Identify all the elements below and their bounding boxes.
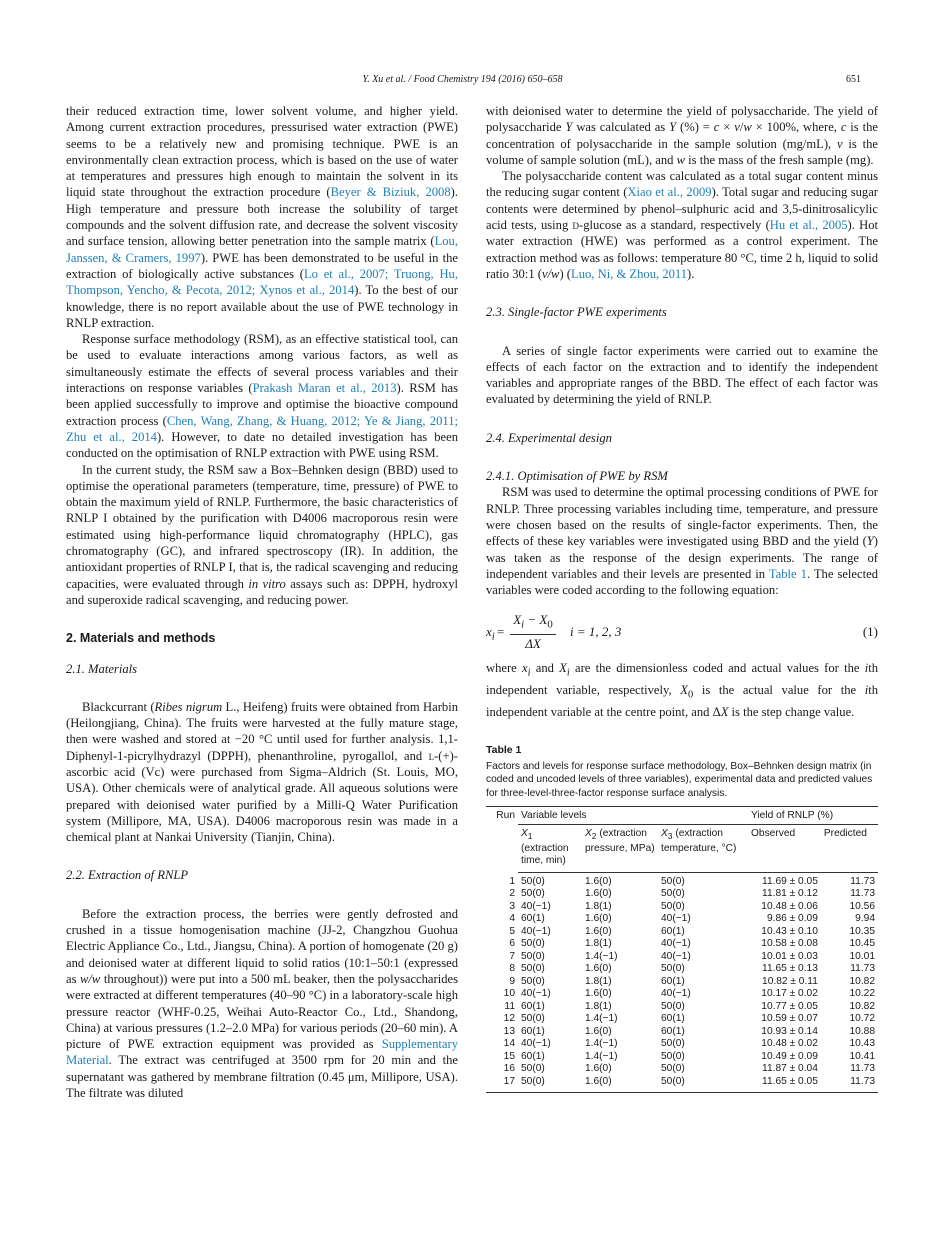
cell-x1: 50(0)	[521, 875, 545, 887]
cell-x3: 40(−1)	[661, 938, 691, 950]
citation-link[interactable]: Lo et al., 2007; Truong, Hu, Thompson, Yencho, & Pecota, 2012; Xynos et al., 2014	[66, 266, 458, 298]
cell-observed: 10.43 ± 0.10	[761, 925, 818, 937]
citation-link[interactable]: Supplementary Material	[66, 1037, 458, 1068]
cell-x2: 1.6(0)	[585, 925, 612, 937]
cell-x3: 50(0)	[661, 888, 685, 900]
cell-observed: 11.65 ± 0.05	[748, 1076, 821, 1093]
cell-predicted: 10.82	[849, 975, 875, 987]
cell-x3: 50(0)	[661, 1063, 685, 1075]
column-header-x3: $X_3$ (extraction temperature, °C)	[658, 825, 748, 873]
cell-predicted: 11.73	[850, 1063, 875, 1075]
table-row	[486, 1026, 878, 1039]
table-row	[486, 1013, 878, 1026]
subsection-heading-optimisation: 2.4.1. Optimisation of PWE by RSM	[486, 469, 668, 484]
cell-x3: 50(0)	[661, 1038, 685, 1050]
cell-x1: 60(1)	[521, 1025, 545, 1037]
cell-x2: 1.6(0)	[585, 1025, 612, 1037]
cell-x1: 40(−1)	[521, 1038, 551, 1050]
cell-observed: 10.49 ± 0.09	[761, 1050, 818, 1062]
table-body	[486, 872, 878, 1093]
table-caption: Factors and levels for response surface methodology, Box–Behnken design matrix (in coded and uncoded levels of three variables), experimental data and predicted values for three-level-three-factor response surface analysis.	[486, 760, 873, 800]
cell-predicted: 10.56	[849, 900, 875, 912]
paragraph-yield-calc: with deionised water to determine the yield of polysaccharide. The yield of polysaccharide Y was calculated as Y (%) = c × v/w × 100%, where, c is the concentration of polysaccharide in the sample solution (mg/mL), v is the volume of sample solution (mL), and w is the mass of the fresh sample (mg).	[486, 104, 878, 167]
cell-x3: 50(0)	[661, 1050, 685, 1062]
cell-x3: 60(1)	[661, 1025, 685, 1037]
cell-predicted: 10.01	[849, 950, 875, 962]
cell-x3: 40(−1)	[661, 988, 691, 1000]
cell-run: 17	[486, 1076, 518, 1093]
cell-x1: 50(0)	[521, 938, 545, 950]
bbd-design-table	[486, 806, 878, 1094]
table-row	[486, 976, 878, 989]
fraction-numerator: $X_i - X_0$	[510, 612, 556, 635]
column-group-variable-levels: Variable levels	[518, 806, 748, 825]
table-row	[486, 951, 878, 964]
cell-x3: 50(0)	[658, 1076, 748, 1093]
cell-predicted: 10.41	[849, 1050, 875, 1062]
cell-observed: 10.59 ± 0.07	[761, 1013, 818, 1025]
right-column	[486, 103, 878, 1093]
cell-x3: 40(−1)	[661, 950, 691, 962]
cell-observed: 10.17 ± 0.02	[761, 988, 818, 1000]
table-row	[486, 913, 878, 926]
cell-x2: 1.6(0)	[585, 875, 612, 887]
cell-predicted: 10.72	[849, 1013, 875, 1025]
table-row	[486, 926, 878, 939]
cell-x3: 40(−1)	[661, 913, 691, 925]
table-row	[486, 1076, 878, 1093]
cell-x3: 50(0)	[661, 875, 685, 887]
cell-x1: 50(0)	[521, 963, 545, 975]
cell-x2: 1.4(−1)	[585, 950, 618, 962]
citation-link[interactable]: Xiao et al., 2009	[627, 185, 712, 200]
cell-x2: 1.4(−1)	[585, 1050, 618, 1062]
equation-lhs: $x_i$	[486, 624, 495, 644]
page-number: 651	[846, 74, 861, 85]
table-row	[486, 872, 878, 888]
column-header-x2: $X_2$ (extraction pressure, MPa)	[582, 825, 658, 873]
citation-link[interactable]: Table 1	[768, 566, 807, 581]
cell-x1: 50(0)	[521, 888, 545, 900]
equation-condition: i = 1, 2, 3	[570, 624, 622, 640]
equals-sign: =	[497, 624, 505, 640]
cell-run: 7	[509, 950, 515, 962]
equation-fraction	[510, 612, 556, 652]
table-row	[486, 963, 878, 976]
cell-x2: 1.6(0)	[585, 913, 612, 925]
citation-link[interactable]: Beyer & Biziuk, 2008	[330, 185, 451, 200]
cell-predicted: 10.35	[849, 925, 875, 937]
subsection-heading-materials: 2.1. Materials	[66, 661, 138, 676]
left-column	[66, 103, 458, 1101]
cell-observed: 10.77 ± 0.05	[761, 1000, 818, 1012]
cell-x1: 50(0)	[521, 975, 545, 987]
cell-run: 14	[503, 1038, 515, 1050]
cell-x2: 1.4(−1)	[585, 1013, 618, 1025]
table-1	[486, 742, 878, 1093]
paragraph-intro-pwe: their reduced extraction time, lower solvent volume, and higher yield. Among current extraction procedures, pressurised water extraction (PWE) seems to be a relatively new and promising technique. PWE is an environmentally clean extraction process, which is based on the use of water at temperatures and pressures high enough to maintain the solvent in its liquid state throughout the extraction procedure (Beyer & Biziuk, 2008). High temperature and pressure both increase the solubility of target compounds and the solvent diffusion rate, and decrease the solvent viscosity and surface tension, allowing better penetration into the sample matrix (Lou, Janssen, & Cramers, 1997). PWE has been demonstrated to be useful in the extraction of biologically active substances (Lo et al., 2007; Truong, Hu, Thompson, Yencho, & Pecota, 2012; Xynos et al., 2014). To the best of our knowledge, there is no report available about the use of PWE technology in RNLP extraction.	[66, 104, 459, 330]
cell-x2: 1.8(1)	[585, 900, 612, 912]
cell-predicted: 10.45	[849, 938, 875, 950]
cell-predicted: 10.88	[849, 1025, 875, 1037]
table-row	[486, 938, 878, 951]
table-row	[486, 988, 878, 1001]
column-header-run: Run	[486, 806, 518, 872]
cell-observed: 11.87 ± 0.04	[762, 1063, 818, 1075]
cell-run: 2	[509, 888, 515, 900]
running-header	[0, 74, 925, 88]
cell-x1: 40(−1)	[521, 925, 551, 937]
table-row	[486, 1038, 878, 1051]
cell-run: 1	[509, 875, 515, 887]
cell-run: 8	[509, 963, 515, 975]
table-row	[486, 1001, 878, 1014]
subsection-heading-single-factor: 2.3. Single-factor PWE experiments	[486, 305, 667, 320]
cell-observed: 10.58 ± 0.08	[761, 938, 818, 950]
cell-x2: 1.4(−1)	[585, 1038, 618, 1050]
cell-run: 4	[509, 913, 515, 925]
fraction-denominator: ΔX	[525, 636, 541, 652]
cell-x3: 50(0)	[661, 963, 685, 975]
equation-number: (1)	[862, 624, 878, 640]
cell-predicted: 11.73	[821, 1076, 878, 1093]
cell-x2: 1.8(1)	[585, 938, 612, 950]
citation-link[interactable]: Chen, Wang, Zhang, & Huang, 2012; Ye & Jiang, 2011; Zhu et al., 2014	[66, 413, 458, 444]
paragraph-equation-definitions: where $x_i$ and $X_i$ are the dimensionless coded and actual values for the ith independent variable, respectively, $X_0$ is the actual value for the ith independent variable at the centre point, and ΔX is the step change value.	[486, 661, 879, 720]
cell-predicted: 11.73	[850, 888, 875, 900]
cell-x3: 60(1)	[661, 1013, 685, 1025]
cell-run: 12	[503, 1013, 515, 1025]
cell-observed: 11.81 ± 0.12	[762, 888, 818, 900]
cell-predicted: 9.94	[855, 913, 875, 925]
table-title: Table 1	[486, 744, 522, 757]
cell-predicted: 10.82	[849, 1000, 875, 1012]
journal-citation: Y. Xu et al. / Food Chemistry 194 (2016) 650–658	[362, 74, 563, 85]
cell-x2: 1.8(1)	[585, 1000, 612, 1012]
cell-run: 5	[509, 925, 515, 937]
cell-x3: 50(0)	[661, 900, 685, 912]
table-row	[486, 901, 878, 914]
section-heading-materials-methods: 2. Materials and methods	[66, 631, 216, 646]
cell-observed: 10.48 ± 0.02	[761, 1038, 818, 1050]
cell-x1: 50(0)	[521, 1013, 545, 1025]
subsection-heading-extraction: 2.2. Extraction of RNLP	[66, 868, 189, 883]
column-header-predicted: Predicted	[821, 825, 878, 873]
cell-x3: 50(0)	[661, 1000, 685, 1012]
table-row	[486, 1051, 878, 1064]
cell-x3: 60(1)	[661, 925, 685, 937]
cell-observed: 10.93 ± 0.14	[761, 1025, 818, 1037]
cell-observed: 9.86 ± 0.09	[766, 913, 818, 925]
citation-link[interactable]: Lou, Janssen, & Cramers, 1997	[66, 234, 458, 265]
cell-run: 16	[503, 1063, 515, 1075]
cell-x2: 1.6(0)	[585, 888, 612, 900]
cell-x1: 40(−1)	[521, 988, 551, 1000]
cell-run: 9	[509, 975, 515, 987]
citation-link[interactable]: Luo, Ni, & Zhou, 2011	[571, 266, 688, 281]
cell-x2: 1.6(0)	[585, 988, 612, 1000]
cell-x1: 40(−1)	[521, 900, 551, 912]
cell-x1: 50(0)	[518, 1076, 582, 1093]
cell-run: 6	[509, 938, 515, 950]
cell-x2: 1.6(0)	[582, 1076, 658, 1093]
cell-run: 15	[503, 1050, 515, 1062]
cell-predicted: 10.43	[849, 1038, 875, 1050]
cell-predicted: 11.73	[850, 963, 875, 975]
cell-x2: 1.6(0)	[585, 963, 612, 975]
cell-run: 3	[509, 900, 515, 912]
paragraph-rsm: Response surface methodology (RSM), as an effective statistical tool, can be used to evaluate interactions among various factors, as well as simultaneously estimate the effects of several process variables and their interactions on response variables (Prakash Maran et al., 2013). RSM has been applied successfully to improve and optimise the bioactive compound extraction process (Chen, Wang, Zhang, & Huang, 2012; Ye & Jiang, 2011; Zhu et al., 2014). However, to date no detailed investigation has been conducted on the optimisation of RNLP extraction with PWE using RSM.	[66, 332, 458, 461]
paragraph-single-factor: A series of single factor experiments were carried out to examine the effects of each factor on the extraction and to identify the independent variables and appropriate ranges of the BBD. The effect of each factor was evaluated by determining the yield of RNLP.	[486, 343, 878, 407]
column-header-observed: Observed	[748, 825, 821, 873]
paragraph-materials: Blackcurrant (Ribes nigrum L., Heifeng) fruits were obtained from Harbin (Heilongjiang, China). The fruits were harvested at the fully mature stage, then were washed and stored at −20 °C until used for further analysis. 1,1-Diphenyl-1-picrylhydrazyl (DPPH), phenanthroline, pyrogallol, and l-(+)-ascorbic acid (Vc) were purchased from Sigma–Aldrich (St. Louis, MO, USA). Other chemicals were of analytical grade. All aqueous solutions were prepared with deionised water purified by a Milli-Q Water Purification system (Millipore, MA, USA). D4006 macroporous resin was made in a chemical plant at Nankai University (Tianjin, China).	[66, 699, 459, 845]
cell-observed: 11.69 ± 0.05	[762, 875, 818, 887]
paragraph-polysaccharide-content: The polysaccharide content was calculated as a total sugar content minus the reducing sugar content (Xiao et al., 2009). Total sugar and reducing sugar contents were determined by phenol–sulphuric acid and 3,5-dinitrosalicylic acid tests, using d-glucose as a standard, respectively (Hu et al., 2005). Hot water extraction (HWE) was performed as a control experiment. The extraction method was as follows: temperature 80 °C, time 2 h, liquid to solid ratio 30:1 (v/w) (Luo, Ni, & Zhou, 2011).	[486, 169, 879, 281]
table-row	[486, 1063, 878, 1076]
paragraph-optimisation: RSM was used to determine the optimal processing conditions of PWE for RNLP. Three processing variables including time, temperature, and pressure were chosen based on the results of single-factor experiments. Then, the effects of these key variables were investigated using BBD and the yield (Y) was taken as the response of the design experiments. The range of independent variables and their levels are presented in Table 1. The selected variables were coded according to the following equation:	[486, 485, 879, 598]
column-group-yield: Yield of RNLP (%)	[748, 806, 878, 825]
cell-predicted: 10.22	[849, 988, 875, 1000]
cell-observed: 10.01 ± 0.03	[761, 950, 818, 962]
cell-run: 13	[503, 1025, 515, 1037]
cell-observed: 10.48 ± 0.06	[761, 900, 818, 912]
cell-run: 11	[504, 1000, 515, 1012]
cell-x2: 1.6(0)	[585, 1063, 612, 1075]
cell-predicted: 11.73	[850, 875, 875, 887]
citation-link[interactable]: Prakash Maran et al., 2013	[252, 381, 397, 396]
cell-x1: 60(1)	[521, 913, 545, 925]
table-row	[486, 888, 878, 901]
paragraph-extraction: Before the extraction process, the berries were gently defrosted and crushed in a tissue homogenisation machine (JJ-2, Changzhou Guohua Electric Appliance Co., Ltd., Jiangsu, China). A portion of homogenate (20 g) and deionised water at different liquid to solid ratios (10:1–50:1 (expressed as w/w throughout)) were put into a 500 mL beaker, then the polysaccharides were extracted at different temperatures (40–90 °C) in a laboratory-scale high pressure reactor (WHF-0.25, Weihai Auto-Reactor Co., Ltd., Shandong, China) at various pressures (1.2–2.0 MPa) for various periods (20–60 min). A picture of PWE extraction equipment was provided as Supplementary Material. The extract was centrifuged at 3500 rpm for 20 min and the supernatant was gathered by membrane filtration (0.45 μm, Millipore, USA). The filtrate was diluted	[66, 906, 459, 1101]
subsection-heading-experimental-design: 2.4. Experimental design	[486, 430, 612, 445]
cell-x1: 60(1)	[521, 1050, 545, 1062]
cell-x1: 60(1)	[521, 1000, 545, 1012]
equation-1	[486, 612, 878, 652]
cell-x3: 60(1)	[661, 975, 685, 987]
cell-run: 10	[503, 988, 515, 1000]
cell-x1: 50(0)	[521, 950, 545, 962]
column-header-x1: $X_1$ (extraction time, min)	[518, 825, 582, 873]
cell-observed: 11.65 ± 0.13	[762, 963, 818, 975]
cell-x1: 50(0)	[521, 1063, 545, 1075]
paragraph-current-study: In the current study, the RSM saw a Box–Behnken design (BBD) used to optimise the operational parameters (temperature, time, pressure) of PWE to obtain the maximum yield of RNLP. Furthermore, the basic characteristics of RNLP I obtained by the purification with D4006 macroporous resin were estimated using high-performance liquid chromatography (HPLC), gas chromatography (GC), and infrared spectroscopy (IR). In addition, the antioxidant properties of RNLP I, that is, the radical scavenging and reducing capacities, were evaluated through in vitro assays such as: DPPH, hydroxyl and superoxide radical scavenging, and reducing power.	[66, 462, 458, 607]
citation-link[interactable]: Hu et al., 2005	[769, 218, 848, 233]
cell-observed: 10.82 ± 0.11	[762, 975, 818, 987]
cell-x2: 1.8(1)	[585, 975, 612, 987]
